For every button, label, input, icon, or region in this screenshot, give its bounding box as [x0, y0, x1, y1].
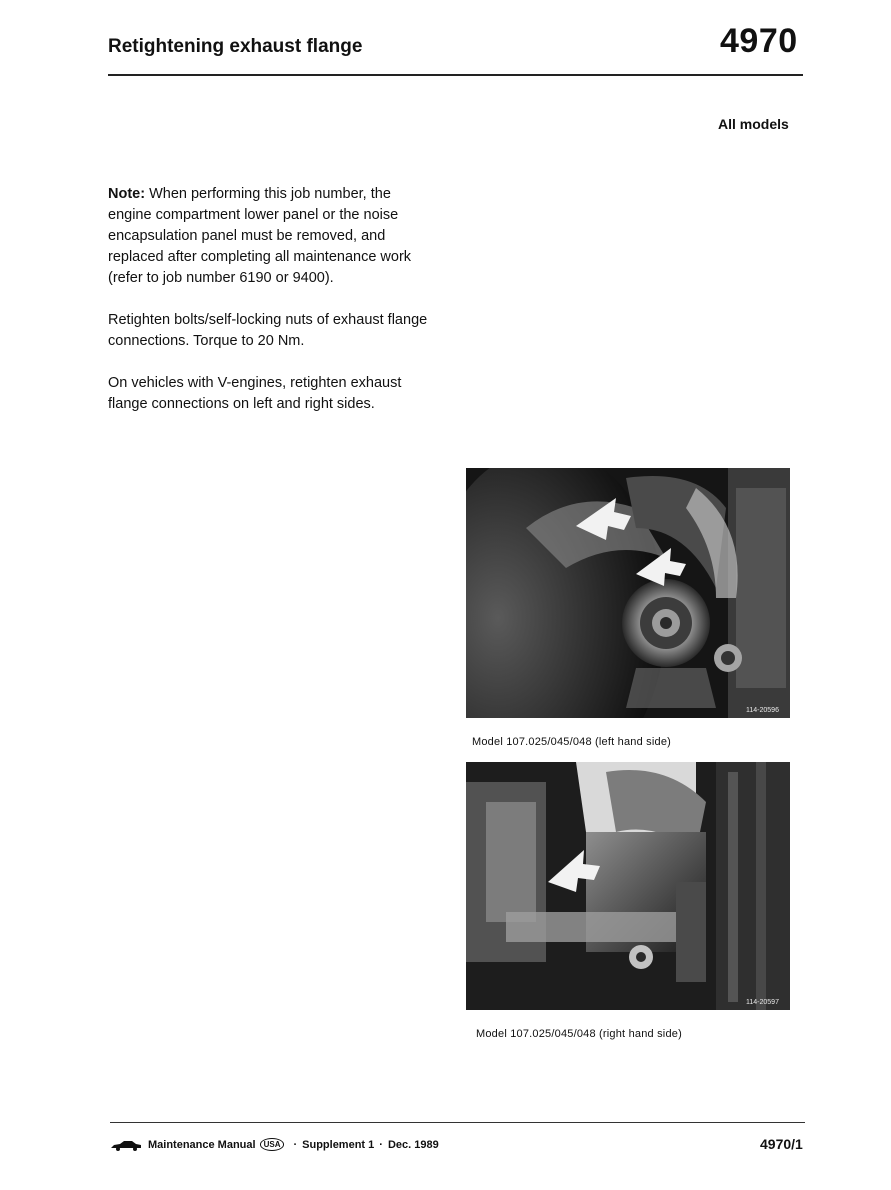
- note-label: Note:: [108, 186, 146, 202]
- applicability-label: All models: [718, 116, 789, 132]
- footer-separator: ·: [379, 1138, 383, 1151]
- figure-caption: Model 107.025/045/048 (left hand side): [472, 736, 672, 748]
- job-number: 4970: [720, 22, 798, 60]
- photo-code: 114-20597: [746, 999, 779, 1006]
- footer: [110, 1138, 808, 1151]
- note-paragraph: [108, 184, 428, 289]
- footer-rule: [110, 1122, 805, 1123]
- note-text: When performing this job number, the engine compartment lower panel or the noise encapsulation panel must be removed, and replaced after completing all maintenance work (refer to job number 6190 or 9400).: [108, 186, 412, 286]
- page-number: 4970/1: [760, 1136, 803, 1152]
- v-engine-paragraph: On vehicles with V-engines, retighten exhaust flange connections on left and right sides.: [108, 375, 402, 412]
- page-title: Retightening exhaust flange: [108, 36, 363, 57]
- region-badge: USA: [260, 1138, 285, 1151]
- publication-date: Dec. 1989: [387, 1138, 439, 1151]
- publication-name: Maintenance Manual: [148, 1138, 256, 1151]
- figure-caption: Model 107.025/045/048 (right hand side): [476, 1028, 682, 1040]
- header-rule: [108, 74, 803, 76]
- photo-left-hand-side: [466, 468, 790, 718]
- supplement-label: Supplement 1: [302, 1138, 375, 1151]
- footer-separator: ·: [293, 1138, 298, 1151]
- photo-right-hand-side: [466, 762, 790, 1010]
- photo-code: 114-20596: [746, 707, 779, 714]
- car-logo-icon: [110, 1139, 142, 1151]
- instruction-paragraph: Retighten bolts/self-locking nuts of exhaust flange connections. Torque to 20 Nm.: [108, 312, 428, 349]
